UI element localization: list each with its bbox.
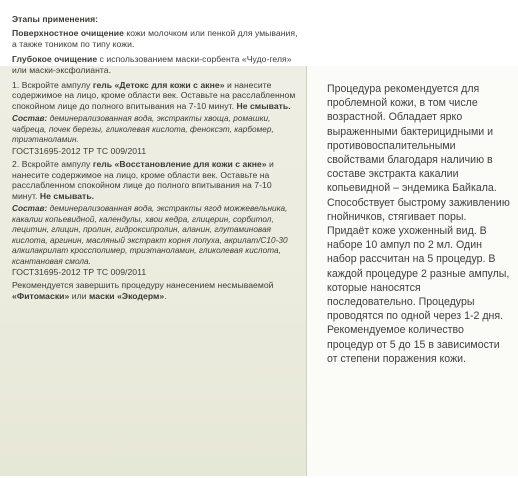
step-1-note: Не смывать. (236, 101, 291, 112)
step-2-note: Не смывать. (39, 191, 95, 202)
final-product-2: маски «Экодерм» (89, 291, 165, 302)
final-text: Рекомендуется завершить процедуру нанесением несмываемой (12, 280, 274, 291)
procedure-text: Процедура рекомендуется для проблемной кожи, в том числе возрастной. Обладает ярко выраженными бактерицидными и противовоспалительными свойствами благодаря наличию в составе экстракта какалии копьевидной – эндемика Байкала. Способствует быстрому заживлению гнойничков, стягивает поры. Придаёт коже ухоженный вид. В наборе 10 ампул по 2 мл. Один набор рассчитан на 5 процедур. В каждой процедуре 2 разные ампулы, которые наносятся последовательно. Процедуры проводятся по одной через 1-2 дня. Рекомендуемое количество процедур от 5 до 15 в зависимости от степени поражения кожи. (327, 83, 510, 365)
usage-instructions (12, 14, 298, 302)
composition-1-text: деминерализованная вода, экстракты хвоща, ромашки, чабреца, почек березы, гликолевая кислота, феноксэт, карбомер, триэтаноламин. (12, 114, 274, 145)
step-2-prefix: 2. Вскройте ампулу (12, 158, 93, 169)
composition-2-text: деминерализованная вода, экстракты ягод можжевельника, какалии копьевидной, календулы, хвои кедра, глицерин, сорбитол, лецитин, глицин, пролин, гидроксипролин, аланин, глутаминовая кислота, аргинин, масляный экстракт корня лопуха, акрилат/С10-30 алкилакрилат кроссполимер, триэтаноламин, гликолевая кислота, ксантановая смола. (12, 204, 288, 266)
final-end: . (164, 291, 167, 302)
final-mid: или (69, 291, 89, 302)
procedure-description (327, 82, 511, 366)
surface-cleansing-heading: Поверхностное очищение (12, 27, 124, 38)
step-2 (12, 159, 298, 203)
final-product-1: «Фитомаски» (12, 291, 70, 302)
gost-2: ГОСТ31695-2012 ТР ТС 009/2011 (12, 267, 147, 278)
step-2-text: и нанесите содержимое на лицо, кроме области век. Оставьте на расслабленном спокойном лице до полного впитывания на 7-10 минут. (12, 158, 274, 202)
panel-divider (306, 66, 307, 476)
step-1-prefix: 1. Вскройте ампулу (12, 79, 93, 90)
step-2-product: гель «Восстановление для кожи с акне» (92, 158, 267, 169)
deep-cleansing-text: с использованием маски-сорбента «Чудо-геля» или маски-эксфолианта. (12, 53, 292, 75)
composition-2 (12, 204, 298, 267)
final-recommendation (12, 280, 298, 302)
step-1 (12, 80, 298, 113)
deep-cleansing (12, 54, 298, 76)
composition-1 (12, 114, 298, 146)
gost-1: ГОСТ31695-2012 ТР ТС 009/2011 (12, 145, 147, 156)
step-1-product: гель «Детокс для кожи с акне» (92, 79, 225, 90)
surface-cleansing (12, 28, 298, 50)
composition-1-label: Состав: (12, 114, 48, 124)
deep-cleansing-heading: Глубокое очищение (12, 53, 98, 64)
usage-title: Этапы применения: (12, 14, 99, 24)
composition-2-label: Состав: (12, 204, 48, 214)
step-1-text: и нанесите содержимое на лицо, кроме области век. Оставьте на расслабленном спокойном лице до полного впитывания на 7-10 минут. (12, 79, 296, 112)
surface-cleansing-text: кожи молочком или пенкой для умывания, а также тоником по типу кожи. (12, 27, 298, 49)
